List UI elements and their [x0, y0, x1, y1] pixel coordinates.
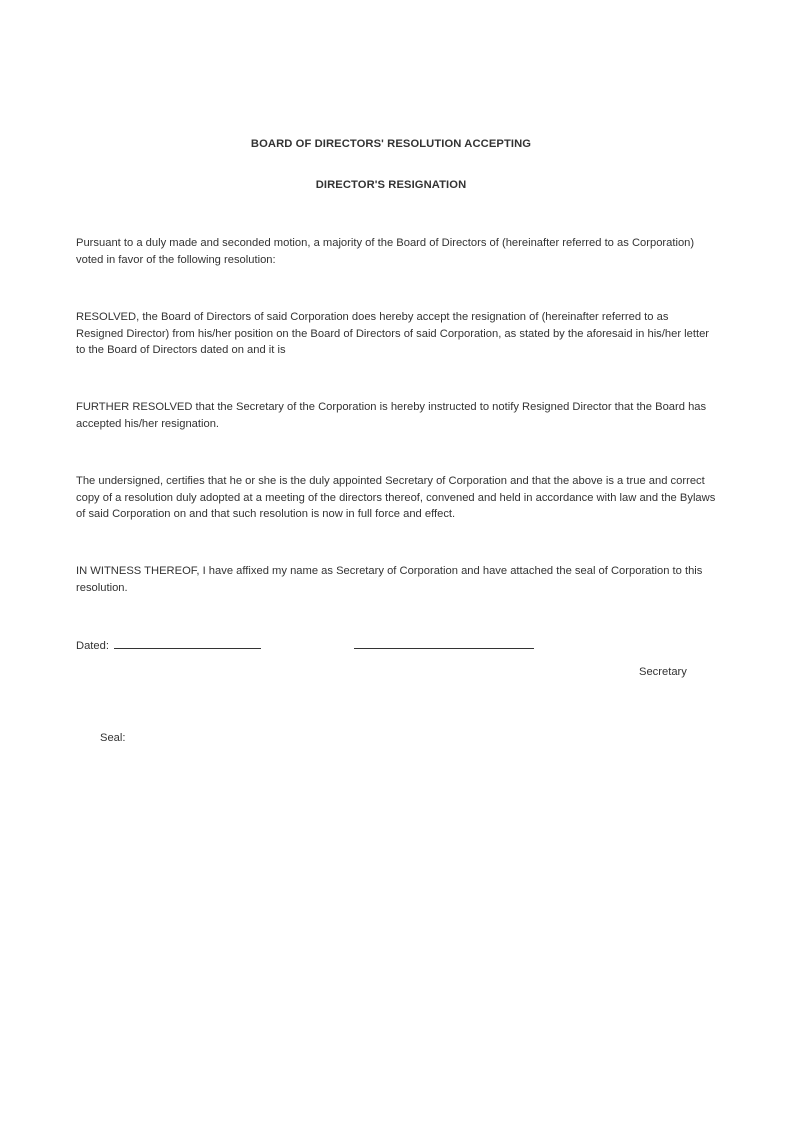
seal-label: Seal:: [100, 732, 126, 744]
secretary-label: Secretary: [639, 666, 687, 678]
document-title-line-1: BOARD OF DIRECTORS' RESOLUTION ACCEPTING: [250, 138, 532, 150]
dated-blank-line: [114, 636, 261, 649]
paragraph-resolved: RESOLVED, the Board of Directors of said Corporation does hereby accept the resignation of (hereinafter referred to as Resigned Director) from his/her position on the Board of Directors of said Corporation, as stated by the aforesaid in his/her letter to the Board of Directors dated on and it is: [76, 311, 710, 357]
signature-line: [354, 648, 534, 649]
dated-field: [76, 636, 261, 654]
paragraph-witness: IN WITNESS THEREOF, I have affixed my name as Secretary of Corporation and have attached the seal of Corporation to this resolution.: [76, 565, 703, 594]
paragraph-motion: Pursuant to a duly made and seconded motion, a majority of the Board of Directors of (hereinafter referred to as Corporation) voted in favor of the following resolution:: [76, 237, 695, 266]
paragraph-certification: The undersigned, certifies that he or she is the duly appointed Secretary of Corporation and that the above is a true and correct copy of a resolution duly adopted at a meeting of the directors thereof, convened and held in accordance with law and the Bylaws of said Corporation on and that such resolution is now in full force and effect.: [76, 475, 716, 521]
dated-label: Dated:: [76, 640, 109, 652]
paragraph-further-resolved: FURTHER RESOLVED that the Secretary of the Corporation is hereby instructed to notify Resigned Director that the Board has accepted his/her resignation.: [76, 401, 707, 430]
document-title-line-2: DIRECTOR'S RESIGNATION: [315, 179, 467, 191]
